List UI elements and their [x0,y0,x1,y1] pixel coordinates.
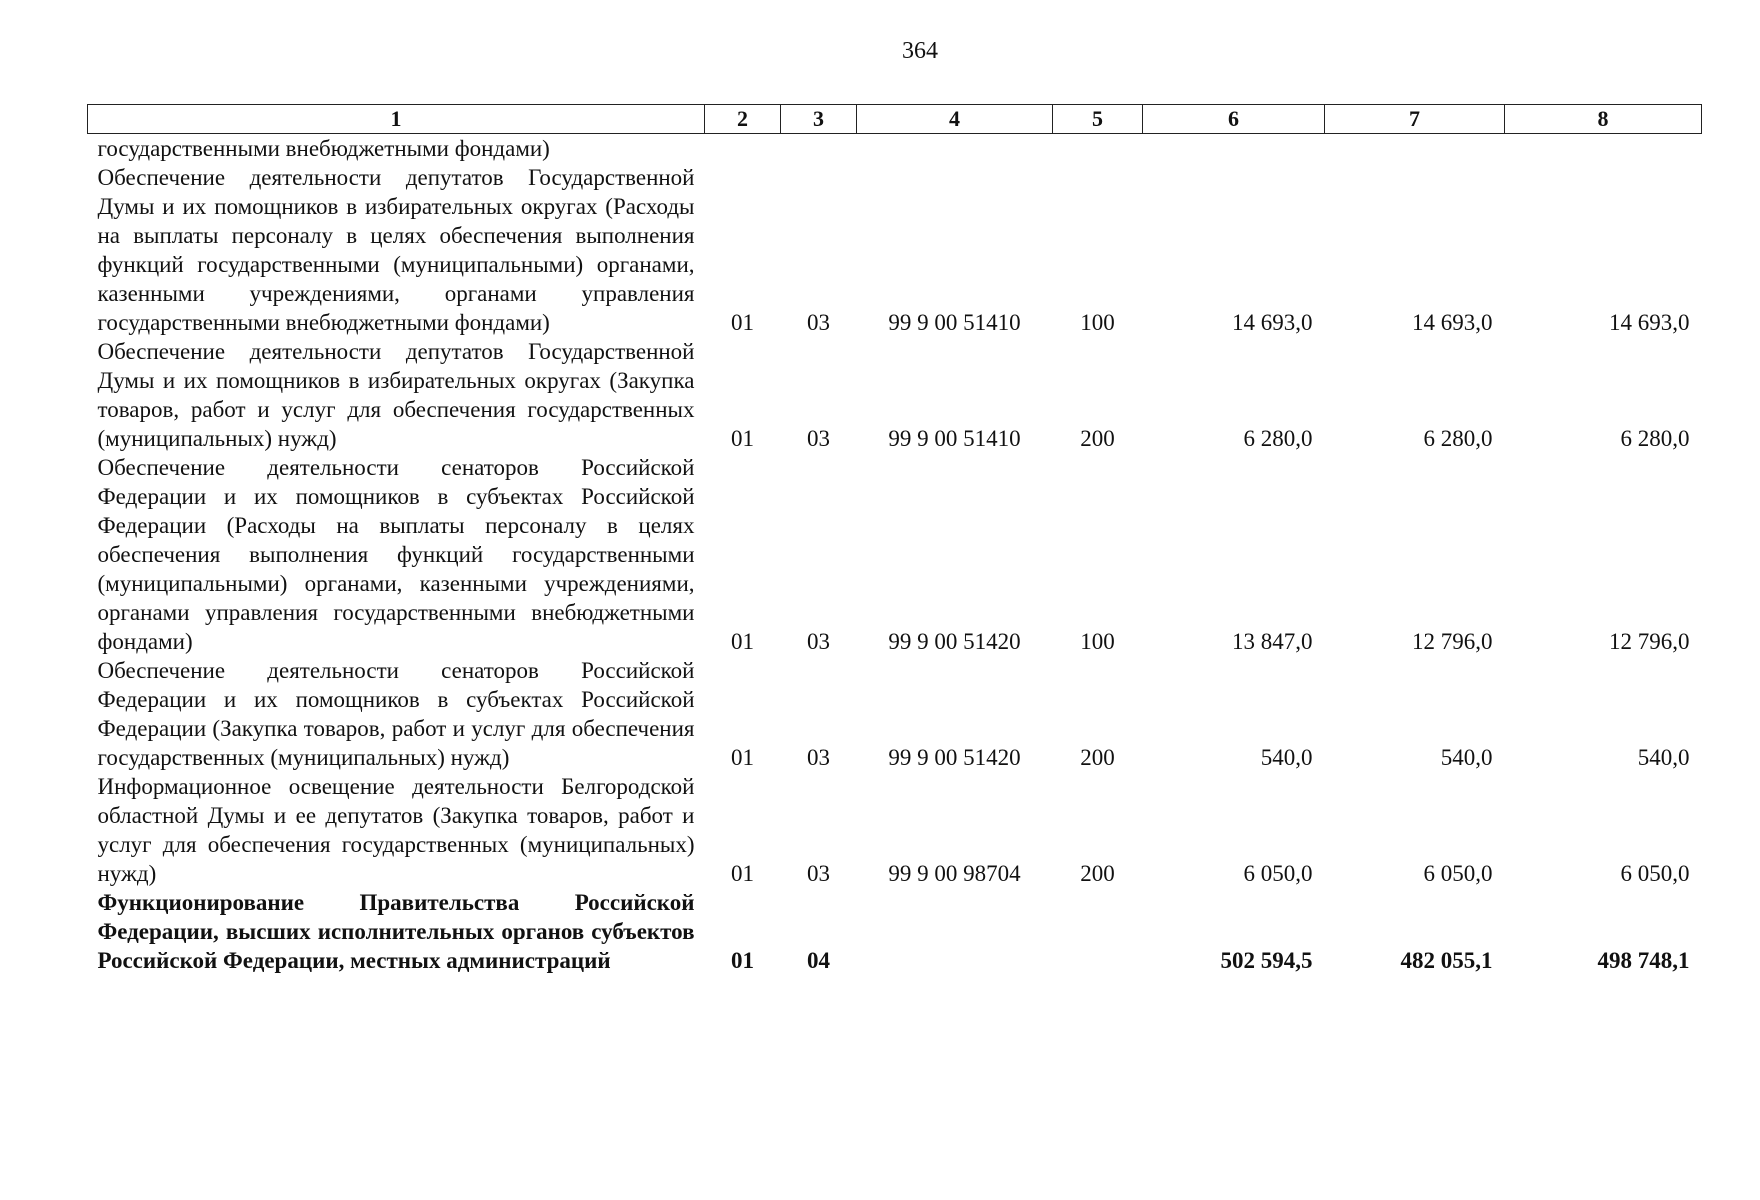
row-name: Обеспечение деятельности сенаторов Российской Федерации и их помощников в субъектах Российской Федерации (Расходы на выплаты персоналу в целях обеспечения выполнения функций государственными (муниципальными) органами, казенными учреждениями, органами управления государственными внебюджетными фондами) [97,455,695,654]
row-expense-type: 200 [1080,861,1115,886]
table-row [88,337,1702,453]
row-section: 01 [731,948,754,973]
header-col-2: 2 [705,105,781,134]
row-amount-col6: 540,0 [1260,745,1313,770]
row-amount-col7: 540,0 [1440,745,1493,770]
continuation-text: государственными внебюджетными фондами) [97,136,550,161]
row-subsection: 03 [807,629,830,654]
row-amount-col7: 482 055,1 [1400,948,1493,973]
row-name: Обеспечение деятельности депутатов Государственной Думы и их помощников в избирательных округах (Расходы на выплаты персоналу в целях обеспечения выполнения функций государственными (муниципальными) органами, казенными учреждениями, органами управления государственными внебюджетными фондами) [97,165,695,335]
row-amount-col7: 14 693,0 [1412,310,1493,335]
row-target-article: 99 9 00 98704 [888,861,1021,886]
table-row-section-total [88,888,1702,975]
row-section: 01 [731,745,754,770]
row-name: Обеспечение деятельности сенаторов Российской Федерации и их помощников в субъектах Российской Федерации (Закупка товаров, работ и услуг для обеспечения государственных (муниципальных) нужд) [97,658,695,770]
row-subsection: 03 [807,745,830,770]
table-row [88,772,1702,888]
budget-table [87,104,1702,975]
row-target-article [857,888,1053,975]
row-amount-col7: 6 280,0 [1423,426,1493,451]
row-amount-col6: 13 847,0 [1232,629,1313,654]
row-amount-col8: 12 796,0 [1609,629,1690,654]
row-name: Функционирование Правительства Российской Федерации, высших исполнительных органов субъектов Российской Федерации, местных администраций [97,890,695,973]
row-name: Обеспечение деятельности депутатов Государственной Думы и их помощников в избирательных округах (Закупка товаров, работ и услуг для обеспечения государственных (муниципальных) нужд) [97,339,695,451]
row-amount-col6: 6 050,0 [1243,861,1313,886]
header-col-8: 8 [1505,105,1702,134]
row-target-article: 99 9 00 51420 [888,745,1021,770]
row-amount-col8: 540,0 [1637,745,1690,770]
row-section: 01 [731,629,754,654]
header-col-1: 1 [88,105,705,134]
row-amount-col8: 6 050,0 [1620,861,1690,886]
header-col-5: 5 [1053,105,1143,134]
row-amount-col7: 6 050,0 [1423,861,1493,886]
budget-table-container [87,104,1701,975]
row-amount-col7: 12 796,0 [1412,629,1493,654]
row-expense-type: 200 [1080,745,1115,770]
row-expense-type [1053,888,1143,975]
row-section: 01 [731,310,754,335]
row-target-article: 99 9 00 51410 [888,310,1021,335]
table-row [88,163,1702,337]
row-subsection: 04 [807,948,830,973]
table-row [88,453,1702,656]
row-amount-col6: 6 280,0 [1243,426,1313,451]
table-row [88,656,1702,772]
row-amount-col8: 498 748,1 [1597,948,1690,973]
header-row [88,105,1702,134]
header-col-4: 4 [857,105,1053,134]
header-col-7: 7 [1325,105,1505,134]
row-expense-type: 100 [1080,310,1115,335]
row-target-article: 99 9 00 51420 [888,629,1021,654]
row-amount-col6: 14 693,0 [1232,310,1313,335]
row-amount-col8: 6 280,0 [1620,426,1690,451]
row-subsection: 03 [807,310,830,335]
row-name: Информационное освещение деятельности Белгородской областной Думы и ее депутатов (Закупка товаров, работ и услуг для обеспечения государственных (муниципальных) нужд) [97,774,695,886]
row-expense-type: 200 [1080,426,1115,451]
header-col-6: 6 [1143,105,1325,134]
row-expense-type: 100 [1080,629,1115,654]
row-subsection: 03 [807,426,830,451]
row-section: 01 [731,426,754,451]
row-subsection: 03 [807,861,830,886]
row-target-article: 99 9 00 51410 [888,426,1021,451]
row-amount-col6: 502 594,5 [1220,948,1313,973]
continuation-row [88,134,1702,164]
row-section: 01 [731,861,754,886]
row-amount-col8: 14 693,0 [1609,310,1690,335]
page-number: 364 [902,38,938,64]
header-col-3: 3 [781,105,857,134]
